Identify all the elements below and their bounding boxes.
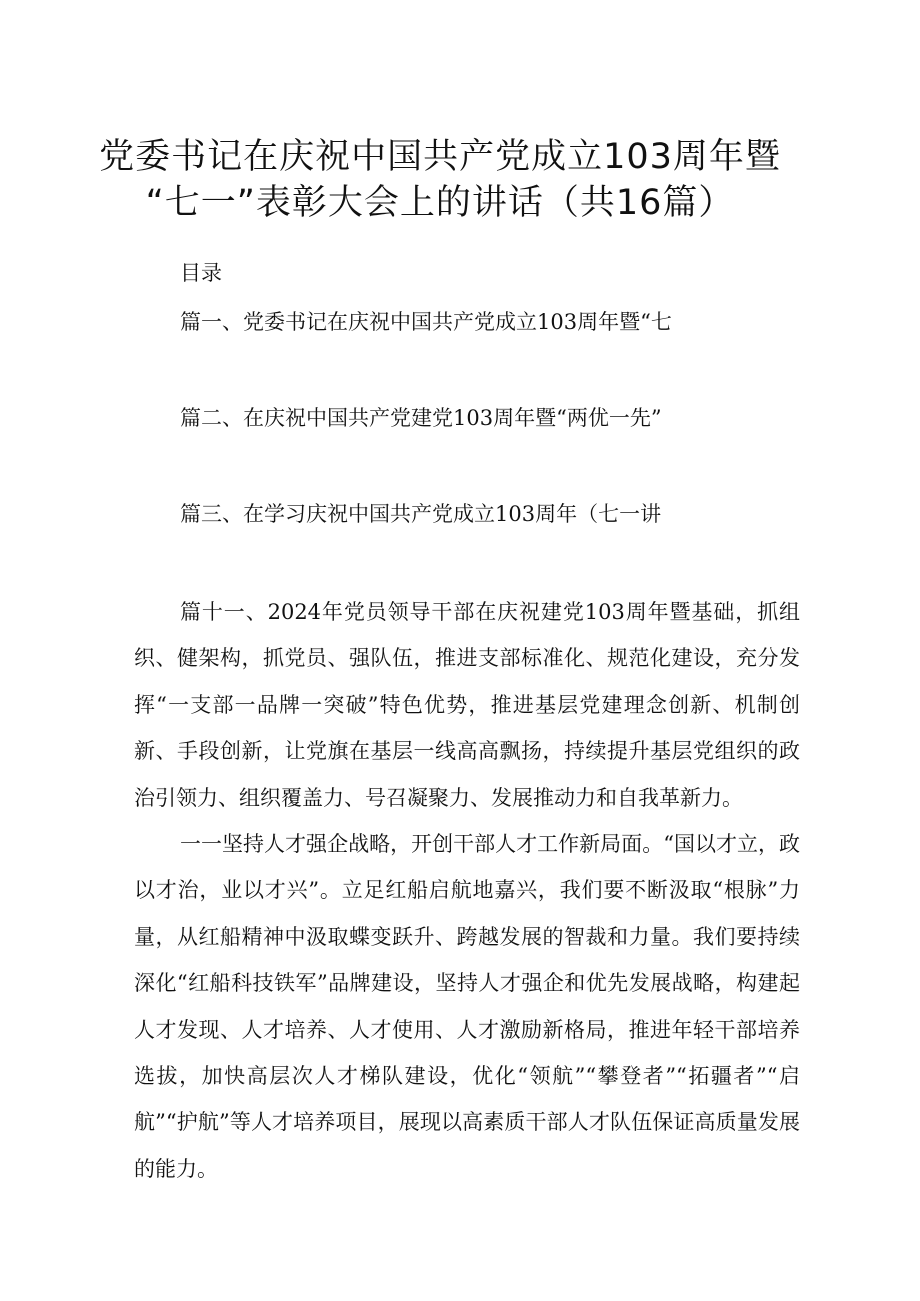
toc-heading: 目录: [180, 261, 222, 285]
toc-entry-3: 篇三、在学习庆祝中国共产党成立103周年（七一讲: [180, 502, 662, 526]
document-title-line-1: 党委书记在庆祝中国共产党成立103周年暨: [99, 137, 781, 177]
toc-entry-1: 篇一、党委书记在庆祝中国共产党成立103周年暨“七: [180, 310, 672, 334]
toc-entry-2: 篇二、在庆祝中国共产党建党103周年暨“两优一先”: [180, 406, 662, 430]
document-title-line-2: “七一”表彰大会上的讲话（共16篇）: [145, 183, 735, 223]
body-paragraph-2: 一一坚持人才强企战略，开创干部人才工作新局面。“国以才立，政以才治，业以才兴”。立足红船启航地嘉兴，我们要不断汲取“根脉”力量，从红船精神中汲取蝶变跃升、跨越发展的智裁和力量。我们要持续深化“红船科技铁军”品牌建设，坚持人才强企和优先发展战略，构建起人才发现、人才培养、人才使用、人才激励新格局，推进年轻干部培养选拔，加快高层次人才梯队建设，优化“领航”“攀登者”“拓疆者”“启航”“护航”等人才培养项目，展现以高素质干部人才队伍保证高质量发展的能力。: [134, 832, 800, 1181]
body-paragraph-1: 篇十一、2024年党员领导干部在庆祝建党103周年暨基础，抓组织、健架构，抓党员、强队伍，推进支部标准化、规范化建设，充分发挥“一支部一品牌一突破”特色优势，推进基层党建理念创新、机制创新、手段创新，让党旗在基层一线高高飘扬，持续提升基层党组织的政治引领力、组织覆盖力、号召凝聚力、发展推动力和自我革新力。: [134, 600, 800, 810]
